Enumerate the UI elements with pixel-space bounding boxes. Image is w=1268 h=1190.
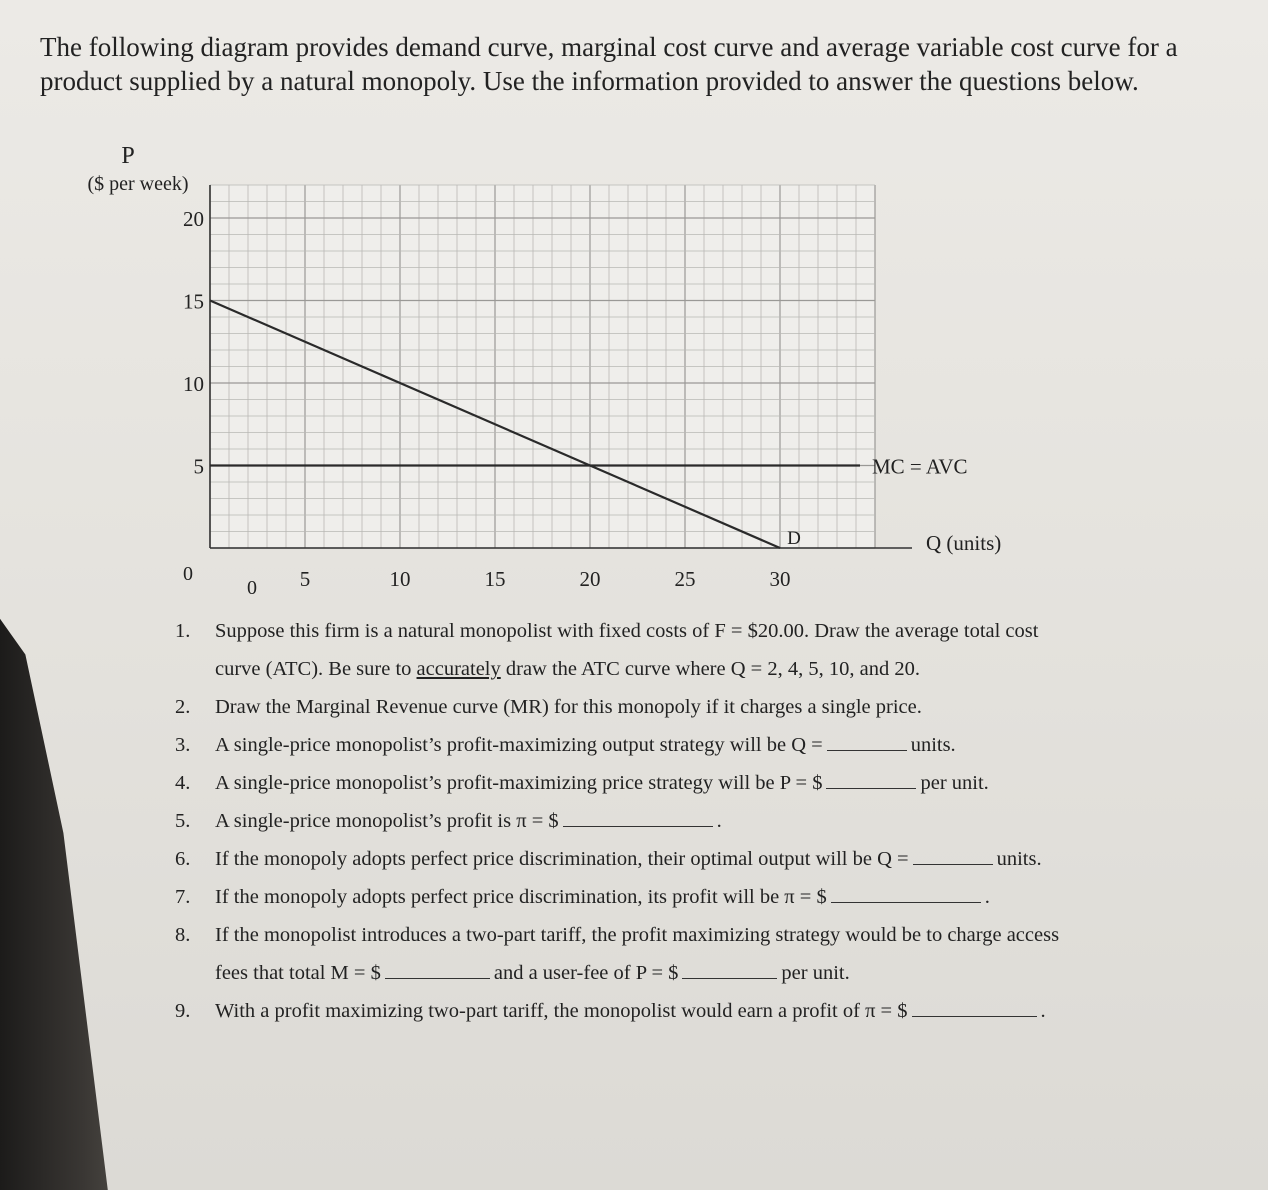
question-number: 3. <box>175 734 191 756</box>
x-origin-label: 0 <box>247 577 257 599</box>
question-item-8 <box>175 916 1245 992</box>
question-number: 4. <box>175 772 191 794</box>
question-text: Suppose this firm is a natural monopolist with fixed costs of F = $20.00. Draw the average total cost <box>215 620 1039 642</box>
answer-blank-q8-access-fee[interactable] <box>385 958 490 979</box>
answer-blank-q5[interactable] <box>563 806 713 827</box>
x-tick-label: 15 <box>484 567 506 591</box>
y-axis-unit: ($ per week) <box>87 173 189 195</box>
question-number: 1. <box>175 620 191 642</box>
y-tick-label: 5 <box>193 454 204 479</box>
answer-blank-q3[interactable] <box>827 730 907 751</box>
demand-label: D <box>787 528 801 549</box>
answer-blank-q8-user-fee[interactable] <box>682 958 777 979</box>
x-tick-label: 25 <box>674 567 696 591</box>
question-text: If the monopolist introduces a two-part tariff, the profit maximizing strategy would be to charge access <box>215 924 1060 946</box>
question-text: Draw the Marginal Revenue curve (MR) for this monopoly if it charges a single price. <box>215 696 922 718</box>
question-item-4 <box>175 764 1245 802</box>
y-axis-title: P <box>121 143 135 169</box>
question-number: 6. <box>175 848 191 870</box>
y-tick-label: 15 <box>183 289 204 314</box>
question-suffix: . <box>984 886 990 908</box>
x-tick-label: 5 <box>299 567 311 591</box>
question-suffix: per unit. <box>781 962 850 984</box>
question-number: 9. <box>175 1000 191 1022</box>
x-axis-title: Q (units) <box>926 531 1002 555</box>
question-item-1 <box>175 612 1245 688</box>
question-item-9 <box>175 992 1245 1030</box>
question-text: With a profit maximizing two-part tariff, the monopolist would earn a profit of π = $ <box>215 1000 908 1022</box>
question-text: A single-price monopolist’s profit-maximizing output strategy will be Q = <box>215 734 823 756</box>
question-list <box>175 612 1245 1030</box>
question-item-5 <box>175 802 1245 840</box>
intro-text: The following diagram provides demand curve, marginal cost curve and average variable cost curve for a product supplied by a natural monopoly. Use the information provided to answer the questions below. <box>40 32 1178 96</box>
question-text: If the monopoly adopts perfect price discrimination, their optimal output will be Q = <box>215 848 909 870</box>
answer-blank-q6[interactable] <box>913 844 993 865</box>
chart-grid <box>210 185 875 548</box>
question-item-7 <box>175 878 1245 916</box>
question-item-3 <box>175 726 1245 764</box>
question-number: 5. <box>175 810 191 832</box>
y-tick-label: 20 <box>183 207 204 231</box>
question-text: A single-price monopolist’s profit-maximizing price strategy will be P = $ <box>215 772 823 794</box>
question-text-mid: and a user-fee of P = $ <box>493 962 679 984</box>
y-tick-label: 10 <box>183 372 204 396</box>
question-text: If the monopoly adopts perfect price discrimination, its profit will be π = $ <box>215 886 827 908</box>
question-text-cont: curve (ATC). Be sure to <box>215 658 417 680</box>
question-text-underlined: accurately <box>416 658 501 680</box>
answer-blank-q7[interactable] <box>831 882 981 903</box>
question-item-2 <box>175 688 1245 726</box>
question-number: 8. <box>175 924 191 946</box>
question-number: 2. <box>175 696 191 718</box>
answer-blank-q4[interactable] <box>826 768 916 789</box>
question-suffix: units. <box>996 848 1042 870</box>
question-text-cont-end: draw the ATC curve where Q = 2, 4, 5, 10, and 20. <box>500 658 920 680</box>
x-tick-label: 30 <box>769 567 791 591</box>
question-suffix: units. <box>910 734 956 756</box>
x-tick-label: 20 <box>579 567 601 591</box>
question-suffix: per unit. <box>920 772 989 794</box>
question-suffix: . <box>716 810 722 832</box>
x-tick-label: 10 <box>389 567 411 591</box>
question-number: 7. <box>175 886 191 908</box>
question-suffix: . <box>1040 1000 1046 1022</box>
question-text-cont: fees that total M = $ <box>215 962 381 984</box>
y-origin-label: 0 <box>183 563 193 585</box>
mc-avc-label: MC = AVC <box>872 454 968 479</box>
question-text: A single-price monopolist’s profit is π = $ <box>215 810 559 832</box>
question-item-6 <box>175 840 1245 878</box>
answer-blank-q9[interactable] <box>912 996 1037 1017</box>
